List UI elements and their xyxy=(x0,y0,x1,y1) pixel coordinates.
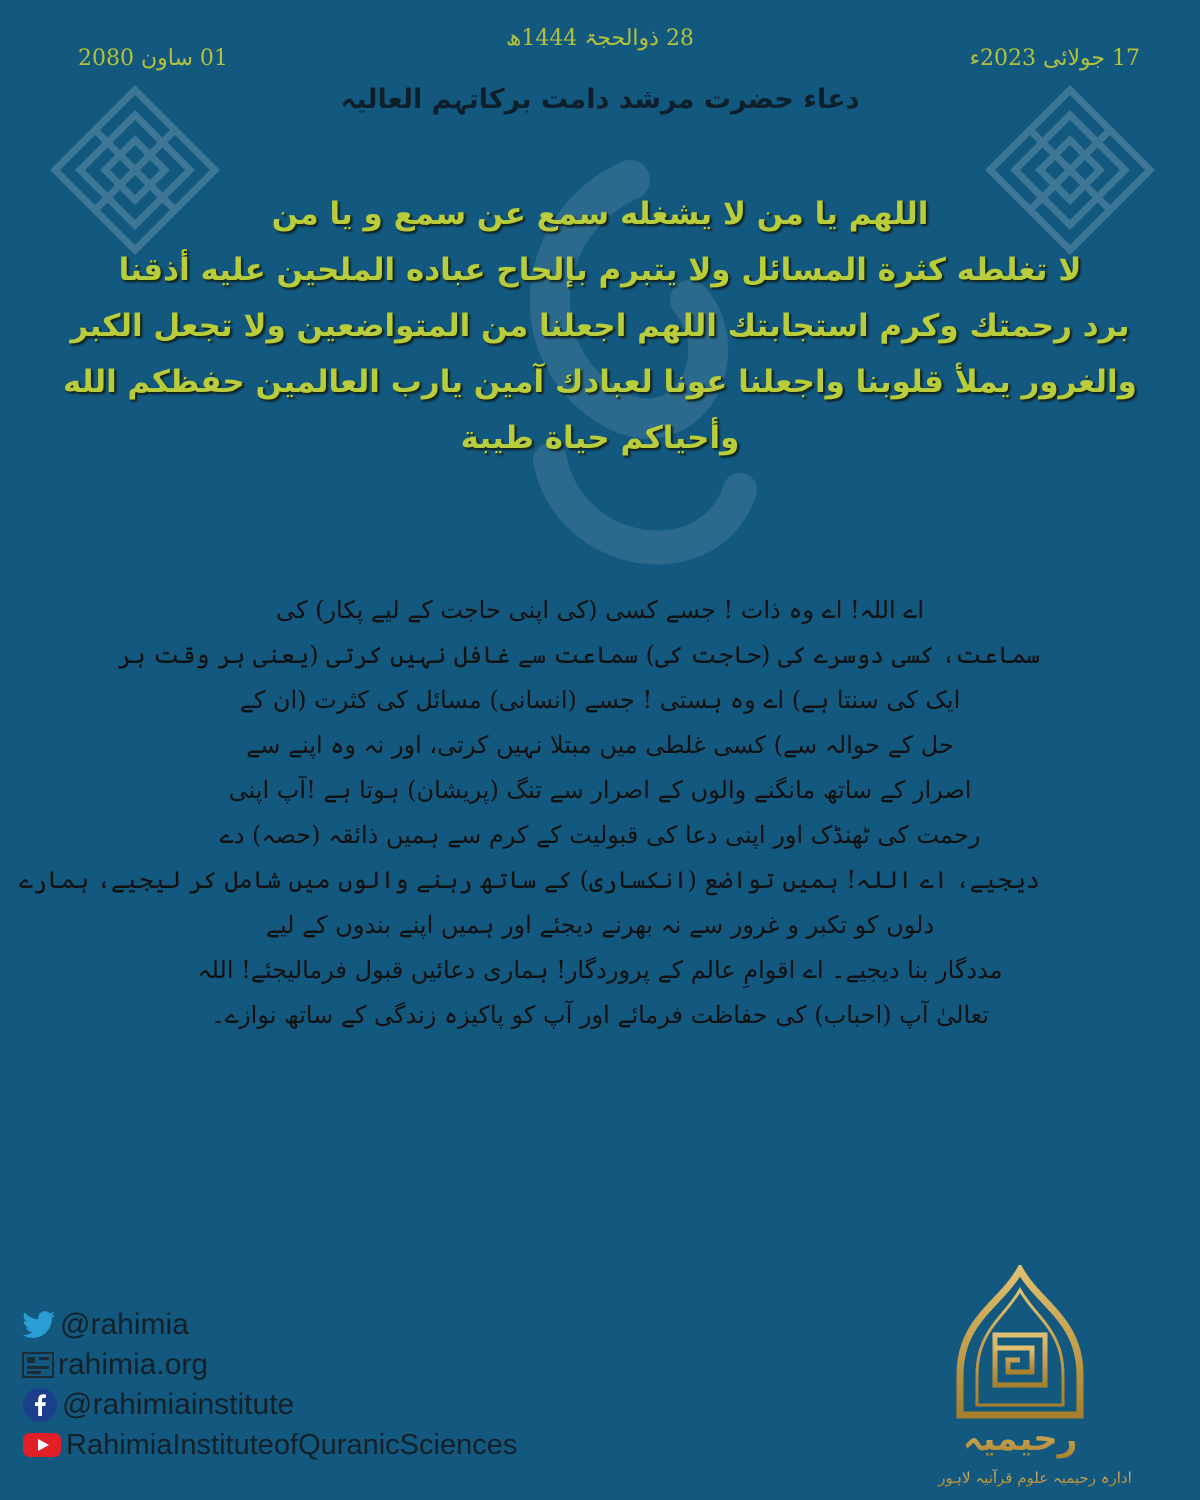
arabic-dua xyxy=(60,190,1140,470)
bikrami-date: 01 ساون 2080 xyxy=(78,46,228,71)
urdu-line: رحمت کی ٹھنڈک اور اپنی دعا کی قبولیت کے کرم سے ہمیں ذائقہ (حصہ) دے xyxy=(219,821,981,849)
urdu-translation xyxy=(18,588,1040,1038)
urdu-line: ایک کی سنتا ہے) اے وہ ہستی ! جسے (انسانی) مسائل کی کثرت (ان کے xyxy=(239,686,961,714)
youtube-icon xyxy=(22,1431,62,1459)
logo-name: رحیمیہ xyxy=(962,1419,1078,1459)
youtube-channel: RahimiaInstituteofQuranicSciences xyxy=(66,1428,518,1461)
arabic-line: اللهم يا من لا يشغله سمع عن سمع و يا من xyxy=(271,196,929,232)
urdu-line: سماعت، کسی دوسرے کی (حاجت کی) سماعت سے غافل نہیں کرتی (یعنی ہر وقت ہر xyxy=(117,641,1040,669)
website-link[interactable] xyxy=(22,1346,517,1384)
website-icon xyxy=(22,1352,54,1378)
urdu-line: دلوں کو تکبر و غرور سے نہ بھرنے دیجئے اور ہمیں اپنے بندوں کے لیے xyxy=(265,911,935,939)
urdu-line: مددگار بنا دیجیے۔ اے اقوامِ عالم کے پروردگار! ہماری دعائیں قبول فرمالیجئے! اللہ xyxy=(197,956,1003,984)
twitter-link[interactable] xyxy=(22,1306,517,1344)
logo-subtitle: ادارہ رحیمیہ علوم قرآنیہ لاہور xyxy=(938,1469,1132,1487)
facebook-handle: @rahimiainstitute xyxy=(62,1388,295,1421)
arabic-line: وأحياكم حياة طيبة xyxy=(460,420,740,456)
facebook-icon xyxy=(22,1387,58,1423)
page-title: دعاء حضرت مرشد دامت برکاتہم العالیہ xyxy=(340,84,860,115)
arabic-line: برد رحمتك وكرم استجابتك اللهم اجعلنا من المتواضعين ولا تجعل الكبر xyxy=(70,308,1130,344)
facebook-link[interactable] xyxy=(22,1386,517,1424)
urdu-line: اصرار کے ساتھ مانگنے والوں کے اصرار سے تنگ (پریشان) ہوتا ہے !آپ اپنی xyxy=(228,776,972,804)
urdu-line: اے اللہ! اے وہ ذات ! جسے کسی (کی اپنی حاجت کے لیے پکار) کی xyxy=(276,596,924,624)
rahimia-logo xyxy=(905,1265,1195,1495)
urdu-line: حل کے حوالہ سے) کسی غلطی میں مبتلا نہیں کرتی، اور نہ وہ اپنے سے xyxy=(246,731,954,759)
arabic-line: والغرور يملأ قلوبنا واجعلنا عونا لعبادك آمين يارب العالمين حفظكم الله xyxy=(63,364,1137,400)
gregorian-date: 17 جولائی 2023ء xyxy=(969,46,1140,71)
social-links xyxy=(22,1306,517,1466)
urdu-line: تعالیٰ آپ (احباب) کی حفاظت فرمائے اور آپ کو پاکیزہ زندگی کے ساتھ نوازے۔ xyxy=(210,1001,990,1029)
twitter-handle: @rahimia xyxy=(60,1308,189,1341)
arabic-line: لا تغلطه كثرة المسائل ولا يتبرم بإلحاح عباده الملحين عليه أذقنا xyxy=(118,252,1082,288)
twitter-icon xyxy=(22,1311,56,1339)
urdu-line: دیجیے، اے اللہ! ہمیں تواضع (انکساری) کے ساتھ رہنے والوں میں شامل کر لیجیے، ہمارے xyxy=(18,866,1040,894)
hijri-date: 28 ذوالحجۃ 1444ھ xyxy=(506,26,694,51)
website-url: rahimia.org xyxy=(58,1348,209,1381)
youtube-link[interactable] xyxy=(22,1426,517,1464)
